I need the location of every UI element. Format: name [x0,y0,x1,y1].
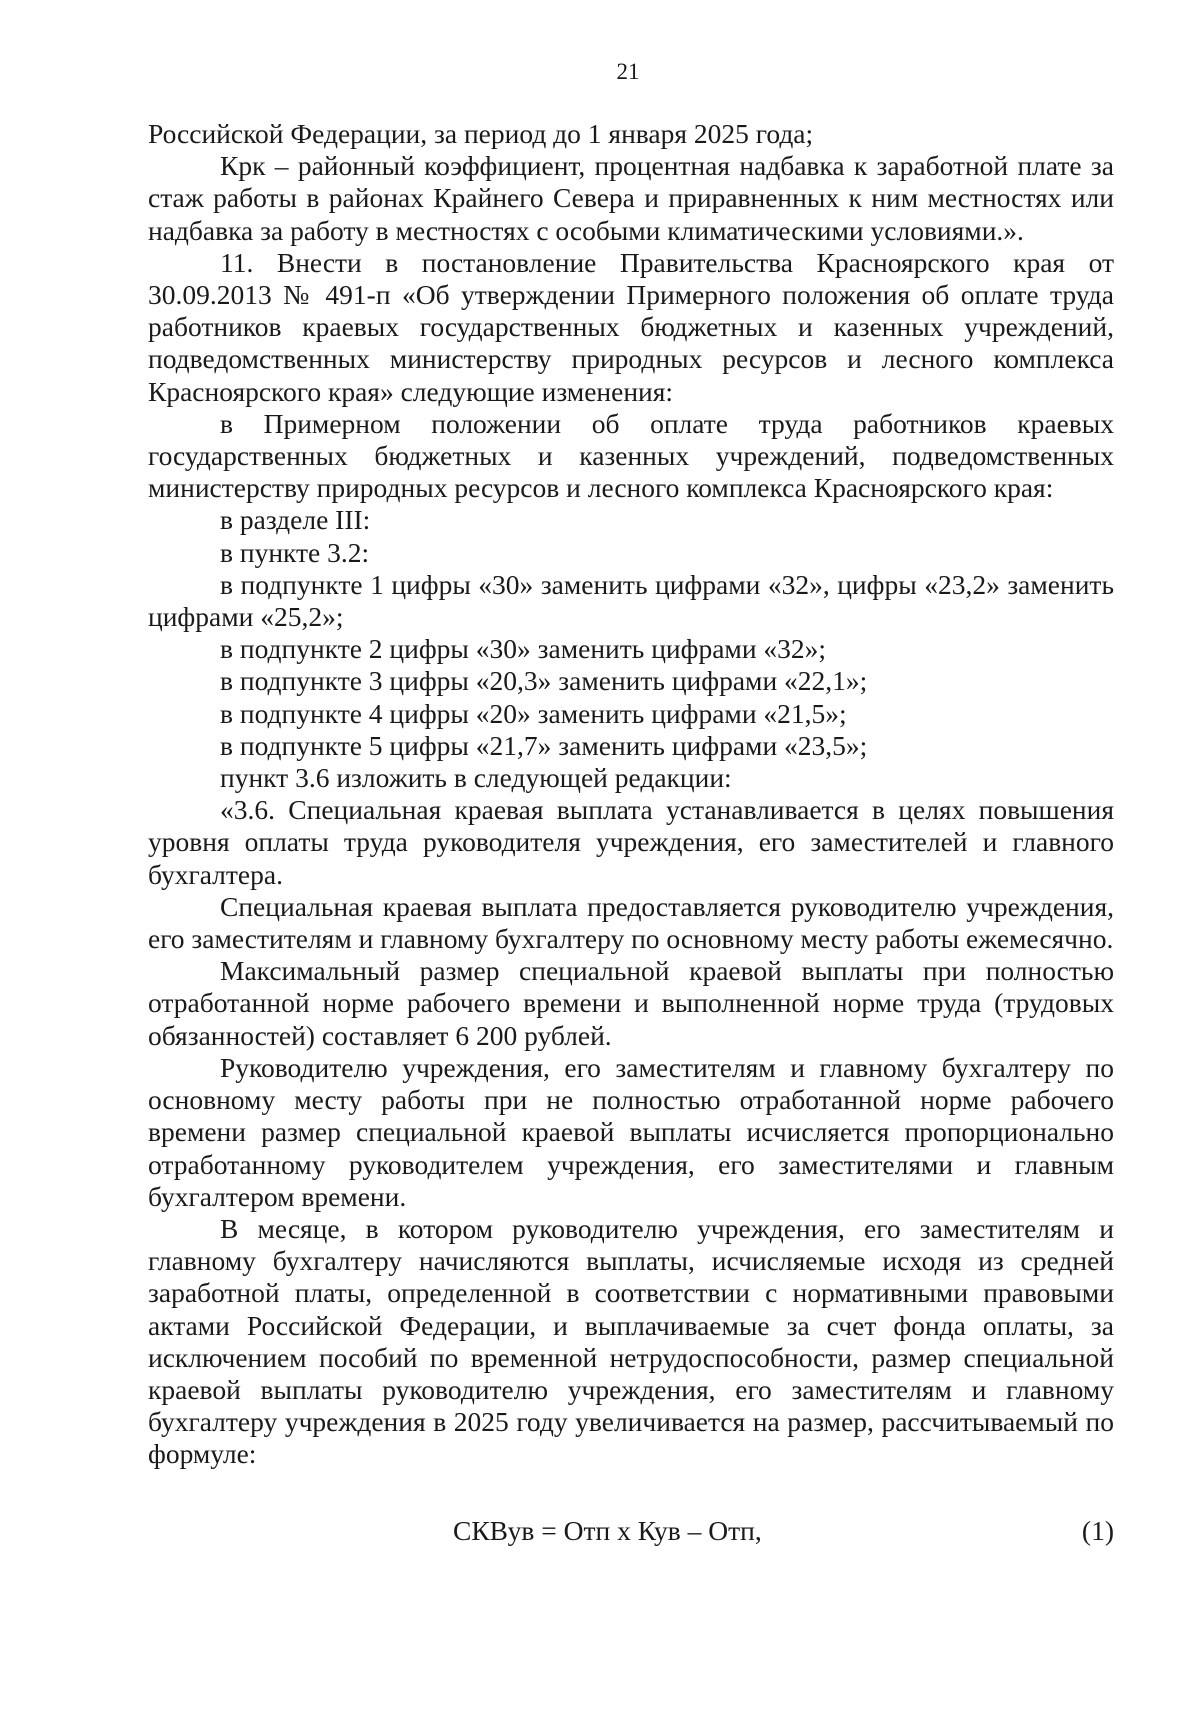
formula-expression: СКВув = Отп х Кув – Отп, [453,1514,762,1546]
paragraph-subclause-4: в подпункте 4 цифры «20» заменить цифрами «21,5»; [220,697,847,729]
paragraph-item-11: 11. Внести в постановление Правительства Красноярского края от 30.09.2013 № 491-п «Об утверждении Примерного положения об оплате труда работников краевых государственных бюджетных и казенных учреждений, подведомственных министерству природных ресурсов и лесного комплекса Красноярского края» следующие изменения: [148,246,1114,407]
paragraph-clause-3-6: «3.6. Специальная краевая выплата устанавливается в целях повышения уровня оплаты труда руководителя учреждения, его заместителей и главного бухгалтера. [148,794,1114,890]
paragraph-krk-definition: Крк – районный коэффициент, процентная надбавка к заработной плате за стаж работы в районах Крайнего Севера и приравненных к ним местностях или надбавка за работу в местностях с особыми климатическими условиями.». [148,150,1114,246]
paragraph-in-regulation: в Примерном положении об оплате труда работников краевых государственных бюджетных и казенных учреждений, подведомственных министерству природных ресурсов и лесного комплекса Красноярского края: [148,407,1114,504]
paragraph-payment-provided: Специальная краевая выплата предоставляется руководителю учреждения, его заместителям и главному бухгалтеру по основному месту работы ежемесячно. [148,890,1114,955]
formula-number: (1) [1081,1514,1114,1546]
paragraph-proportional: Руководителю учреждения, его заместителям и главному бухгалтеру по основному месту работы при не полностью отработанной норме рабочего времени размер специальной краевой выплаты исчисляется пропорционально отработанному руководителем учреждения, его заместителями и главным бухгалтером времени. [148,1051,1114,1212]
paragraph-subclause-5: в подпункте 5 цифры «21,7» заменить цифрами «23,5»; [220,729,868,761]
formula-row [148,1515,1114,1555]
page-number: 21 [616,59,640,84]
paragraph-subclause-3: в подпункте 3 цифры «20,3» заменить цифрами «22,1»; [220,665,868,697]
paragraph-subclause-2: в подпункте 2 цифры «30» заменить цифрами «32»; [220,633,827,665]
paragraph-continuation: Российской Федерации, за период до 1 января 2025 года; [148,118,814,149]
paragraph-section-iii: в разделе III: [220,504,371,536]
paragraph-clause-3-2: в пункте 3.2: [220,536,370,568]
document-body [148,118,1114,1555]
paragraph-subclause-1: в подпункте 1 цифры «30» заменить цифрами «32», цифры «23,2» заменить цифрами «25,2»; [148,568,1114,633]
paragraph-clause-3-6-intro: пункт 3.6 изложить в следующей редакции: [220,762,732,794]
paragraph-max-amount: Максимальный размер специальной краевой выплаты при полностью отработанной норме рабочего времени и выполненной норме труда (трудовых обязанностей) составляет 6 200 рублей. [148,955,1114,1051]
paragraph-month-increase: В месяце, в котором руководителю учреждения, его заместителям и главному бухгалтеру начисляются выплаты, исчисляемые исходя из средней заработной платы, определенной в соответствии с нормативными правовыми актами Российской Федерации, и выплачиваемые за счет фонда оплаты, за исключением пособий по временной нетрудоспособности, размер специальной краевой выплаты руководителю учреждения, его заместителям и главному бухгалтеру учреждения в 2025 году увеличивается на размер, рассчитываемый по формуле: [148,1212,1114,1470]
